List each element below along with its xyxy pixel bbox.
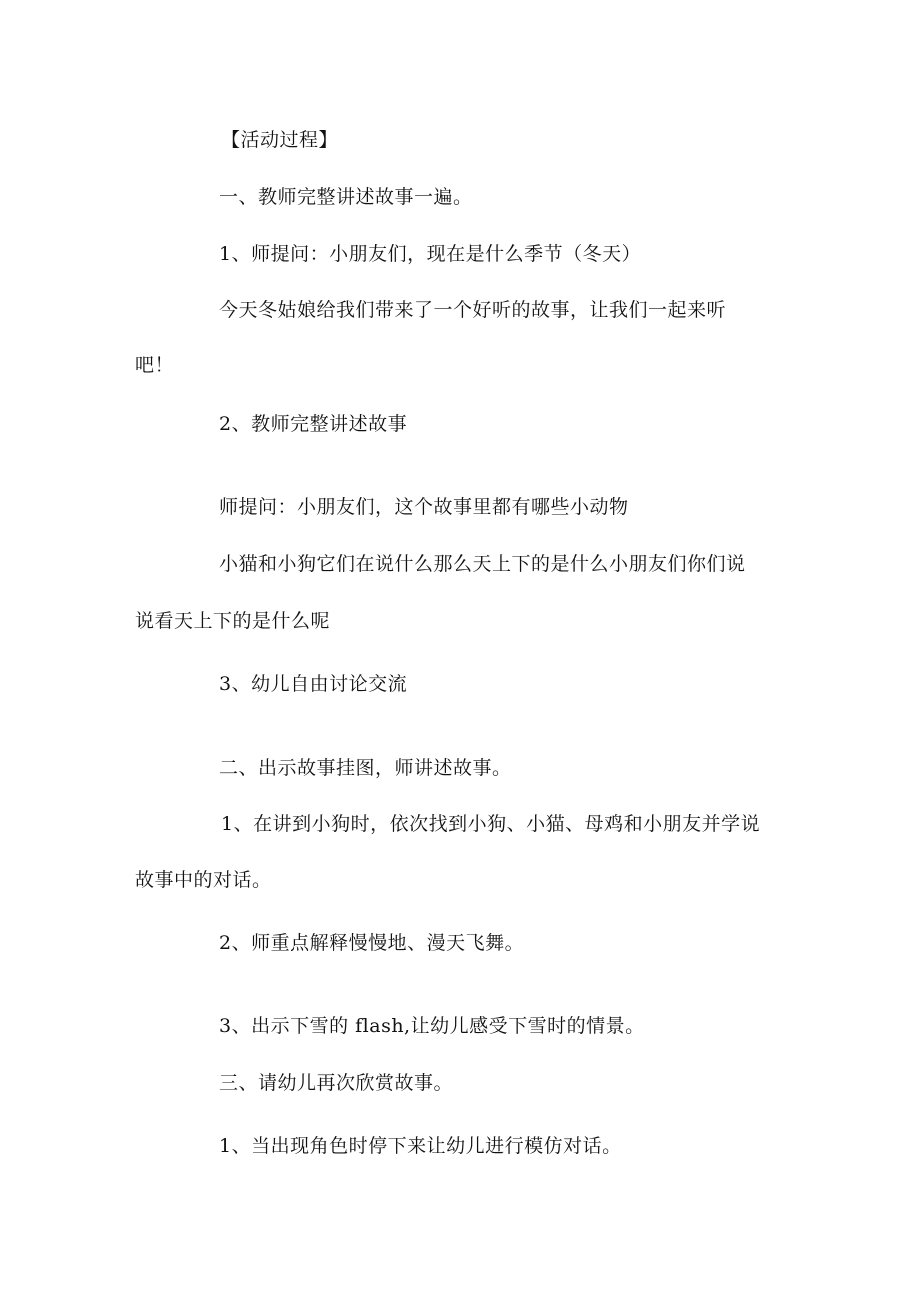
paragraph-line: 吧！ bbox=[135, 354, 175, 376]
paragraph-line: 1、当出现角色时停下来让幼儿进行模仿对话。 bbox=[219, 1135, 622, 1157]
paragraph-line: 3、幼儿自由讨论交流 bbox=[219, 673, 408, 695]
paragraph-line: 三、请幼儿再次欣赏故事。 bbox=[219, 1072, 454, 1094]
paragraph-line: 说看天上下的是什么呢 bbox=[135, 610, 331, 632]
paragraph-line: 1、师提问：小朋友们，现在是什么季节（冬天） bbox=[219, 243, 642, 265]
paragraph-line: 小猫和小狗它们在说什么那么天上下的是什么小朋友们你们说 bbox=[219, 553, 746, 575]
paragraph-line: 一、教师完整讲述故事一遍。 bbox=[219, 186, 473, 208]
paragraph-line: 2、师重点解释慢慢地、漫天飞舞。 bbox=[219, 932, 525, 954]
paragraph-line: 二、出示故事挂图，师讲述故事。 bbox=[219, 757, 512, 779]
paragraph-line: 1、在讲到小狗时，依次找到小狗、小猫、母鸡和小朋友并学说 bbox=[221, 813, 761, 835]
section-heading: 【活动过程】 bbox=[221, 129, 339, 151]
paragraph-line: 3、出示下雪的 flash,让幼儿感受下雪时的情景。 bbox=[219, 1015, 645, 1037]
paragraph-line: 今天冬姑娘给我们带来了一个好听的故事，让我们一起来听 bbox=[219, 299, 727, 321]
paragraph-line: 2、教师完整讲述故事 bbox=[219, 413, 408, 435]
paragraph-line: 故事中的对话。 bbox=[135, 869, 272, 891]
paragraph-line: 师提问：小朋友们，这个故事里都有哪些小动物 bbox=[219, 496, 629, 518]
